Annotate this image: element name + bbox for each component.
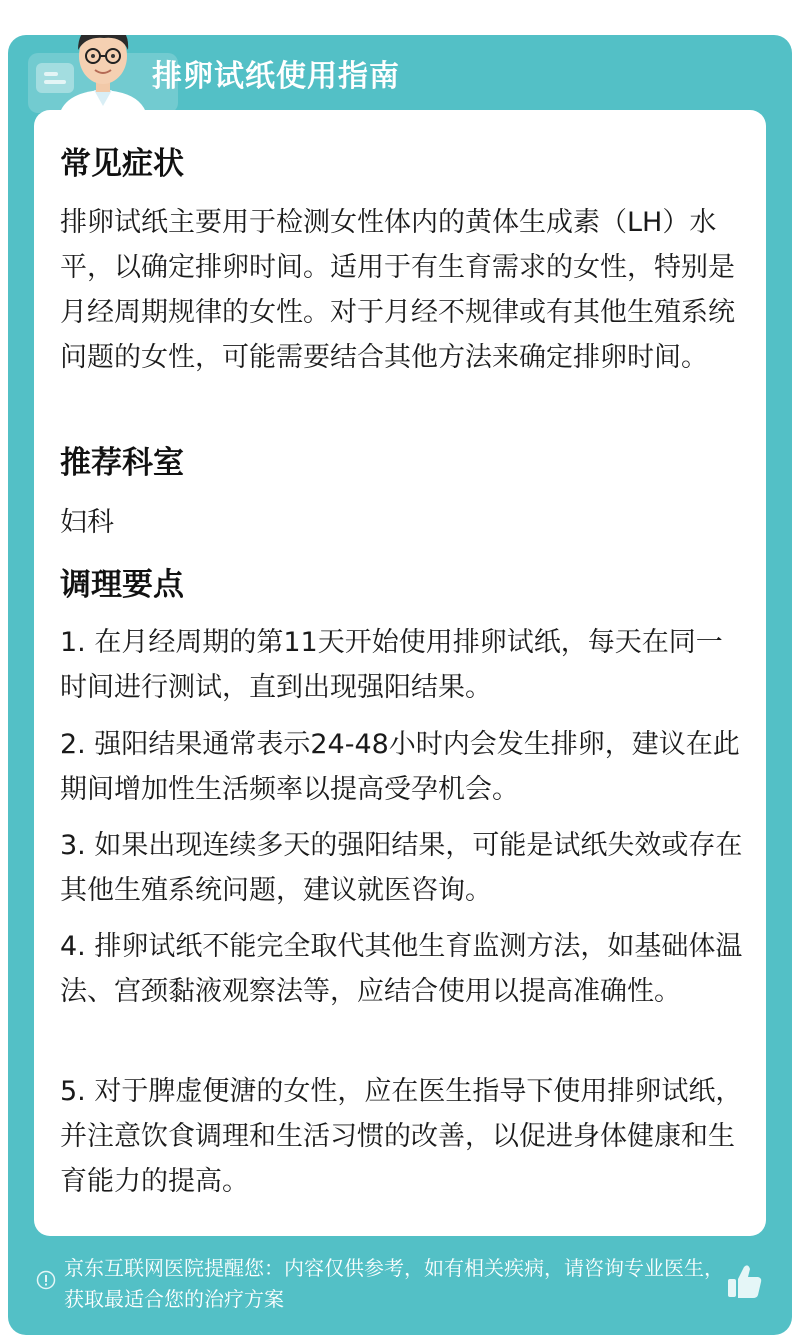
care-item-5: 5. 对于脾虚便溏的女性，应在医生指导下使用排卵试纸，并注意饮食调理和生活习惯的改善，以促进身体健康和生育能力的提高。 (60, 1076, 743, 1197)
thumbs-up-icon[interactable] (726, 1261, 764, 1301)
symptoms-title: 常见症状 (60, 146, 184, 182)
guide-card (8, 35, 792, 1335)
symptoms-text: 排卵试纸主要用于检测女性体内的黄体生成素（LH）水平，以确定排卵时间。适用于有生育需求的女性，特别是月经周期规律的女性。对于月经不规律或有其他生殖系统问题的女性，可能需要结合其他方法来确定排卵时间。 (60, 207, 735, 373)
footer-text: 京东互联网医院提醒您：内容仅供参考，如有相关疾病，请咨询专业医生，获取最适合您的治疗方案 (64, 1256, 724, 1311)
care-item-3: 3. 如果出现连续多天的强阳结果，可能是试纸失效或存在其他生殖系统问题，建议就医咨询。 (60, 830, 743, 906)
content-panel (34, 110, 766, 1236)
care-title: 调理要点 (60, 567, 184, 603)
care-item-2: 2. 强阳结果通常表示24-48小时内会发生排卵，建议在此期间增加性生活频率以提高受孕机会。 (60, 729, 740, 805)
page-title: 排卵试纸使用指南 (152, 59, 400, 94)
doctor-avatar (48, 35, 158, 120)
care-item-4: 4. 排卵试纸不能完全取代其他生育监测方法，如基础体温法、宫颈黏液观察法等，应结合使用以提高准确性。 (60, 931, 743, 1007)
care-item-1: 1. 在月经周期的第11天开始使用排卵试纸，每天在同一时间进行测试，直到出现强阳结果。 (60, 627, 723, 703)
department-text: 妇科 (60, 507, 114, 538)
department-title: 推荐科室 (60, 445, 184, 481)
info-icon (36, 1270, 56, 1290)
